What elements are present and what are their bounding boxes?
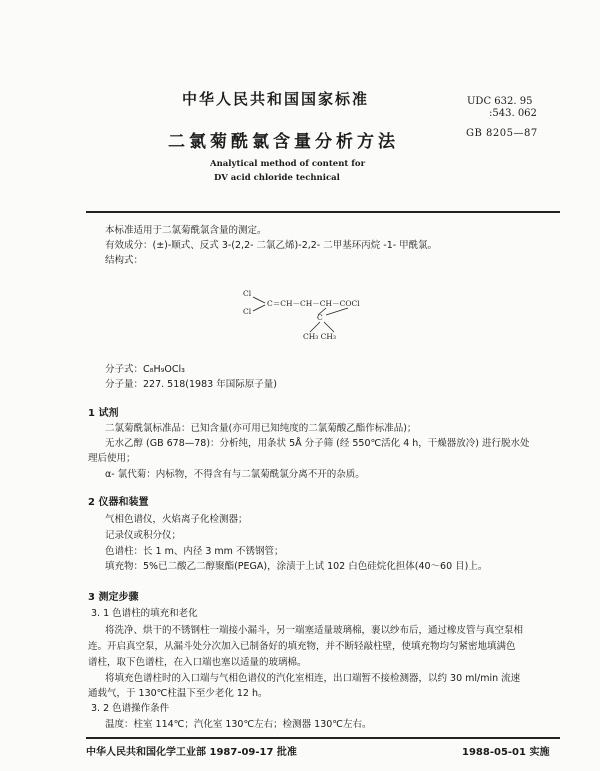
english-title-line1: Analytical method of content for — [210, 159, 366, 169]
apparatus-column: 色谱柱：长 1 m、内径 3 mm 不锈钢管； — [105, 546, 284, 557]
standard-org: 中华人民共和国国家标准 — [182, 90, 370, 108]
aging-procedure-line1: 将填充色谱柱时的入口端与气相色谱仪的汽化室相连，出口端暂不接检测器，以约 30 ml/min 流速 — [105, 673, 521, 684]
formula-chain: C＝CH－CH－CH－COCl — [267, 299, 360, 308]
structure-label: 结构式： — [105, 255, 144, 266]
section-3-2-heading: 3. 2 色谱操作条件 — [91, 703, 170, 714]
reagent-ethanol-line2: 理后使用； — [88, 453, 136, 464]
structural-formula — [230, 283, 400, 345]
reagent-standard: 二氯菊酰氯标准品：已知含量(亦可用已知纯度的二氯菊酸乙酯作标准品)； — [105, 423, 417, 434]
chlorine-top: Cl — [243, 289, 252, 298]
apparatus-recorder: 记录仪或积分仪； — [105, 530, 182, 541]
header-divider — [86, 211, 560, 213]
page-title: 二氯菊酰氯含量分析方法 — [168, 132, 399, 152]
packing-procedure-line1: 将洗净、烘干的不锈钢柱一端接小漏斗，另一端塞适量玻璃棉，裹以纱布后，通过橡皮管与真空泵相 — [105, 625, 524, 636]
packing-procedure-line3: 谱柱，取下色谱柱，在入口端也塞以适量的玻璃棉。 — [88, 657, 307, 668]
operating-temperature: 温度：柱室 114℃；汽化室 130℃左右；检测器 130℃左右。 — [105, 719, 372, 730]
english-title-line2: DV acid chloride technical — [214, 173, 340, 183]
apparatus-packing: 填充物：5%已二酸乙二醇聚酯(PEGA)，涂渍于上试 102 白色硅烷化担体(40～60 目)上。 — [105, 561, 488, 572]
section-3-heading: 3 测定步骤 — [88, 592, 139, 603]
molecular-weight: 分子量：227. 518(1983 年国际原子量) — [105, 379, 277, 390]
scope-text: 本标准适用于二氯菊酰氯含量的测定。 — [105, 225, 267, 236]
section-1-heading: 1 试剂 — [88, 408, 119, 419]
apparatus-gc: 气相色谱仪，火焰离子化检测器； — [105, 514, 248, 525]
aging-procedure-line2: 通载气，于 130℃柱温下至少老化 12 h。 — [88, 688, 268, 699]
molecular-formula: 分子式：C₈H₉OCl₃ — [105, 364, 185, 375]
implementation-date: 1988-05-01 实施 — [462, 747, 550, 758]
reagent-internal-standard: α- 氯代菊：内标物，不得含有与二氯菊酰氯分离不开的杂质。 — [105, 469, 365, 480]
approval-line: 中华人民共和国化学工业部 1987-09-17 批准 — [86, 747, 297, 758]
formula-center-carbon: C — [317, 313, 323, 322]
formula-methyls: CH₃ CH₃ — [303, 332, 336, 341]
gb-number: GB 8205—87 — [466, 128, 538, 139]
section-3-1-heading: 3. 1 色谱柱的填充和老化 — [91, 608, 198, 619]
udc-code: UDC 632. 95 — [467, 96, 533, 107]
section-2-heading: 2 仪器和装置 — [88, 497, 149, 508]
active-ingredient-text: 有效成分：(±)-顺式、反式 3-(2,2- 二氯乙烯)-2,2- 二甲基环丙烷 -1- 甲酰氯。 — [105, 240, 438, 251]
udc-code-2: :543. 062 — [489, 108, 537, 119]
chlorine-bottom: Cl — [243, 307, 252, 316]
packing-procedure-line2: 连。开启真空泵，从漏斗处分次加入已制备好的填充物，并不断轻敲柱壁，使填充物均匀紧密地填满色 — [88, 641, 516, 652]
footer-divider — [86, 737, 560, 739]
reagent-ethanol-line1: 无水乙醇 (GB 678—78)：分析纯，用条状 5Å 分子筛 (经 550℃活化 4 h，干燥器放冷) 进行脱水处 — [105, 438, 530, 449]
